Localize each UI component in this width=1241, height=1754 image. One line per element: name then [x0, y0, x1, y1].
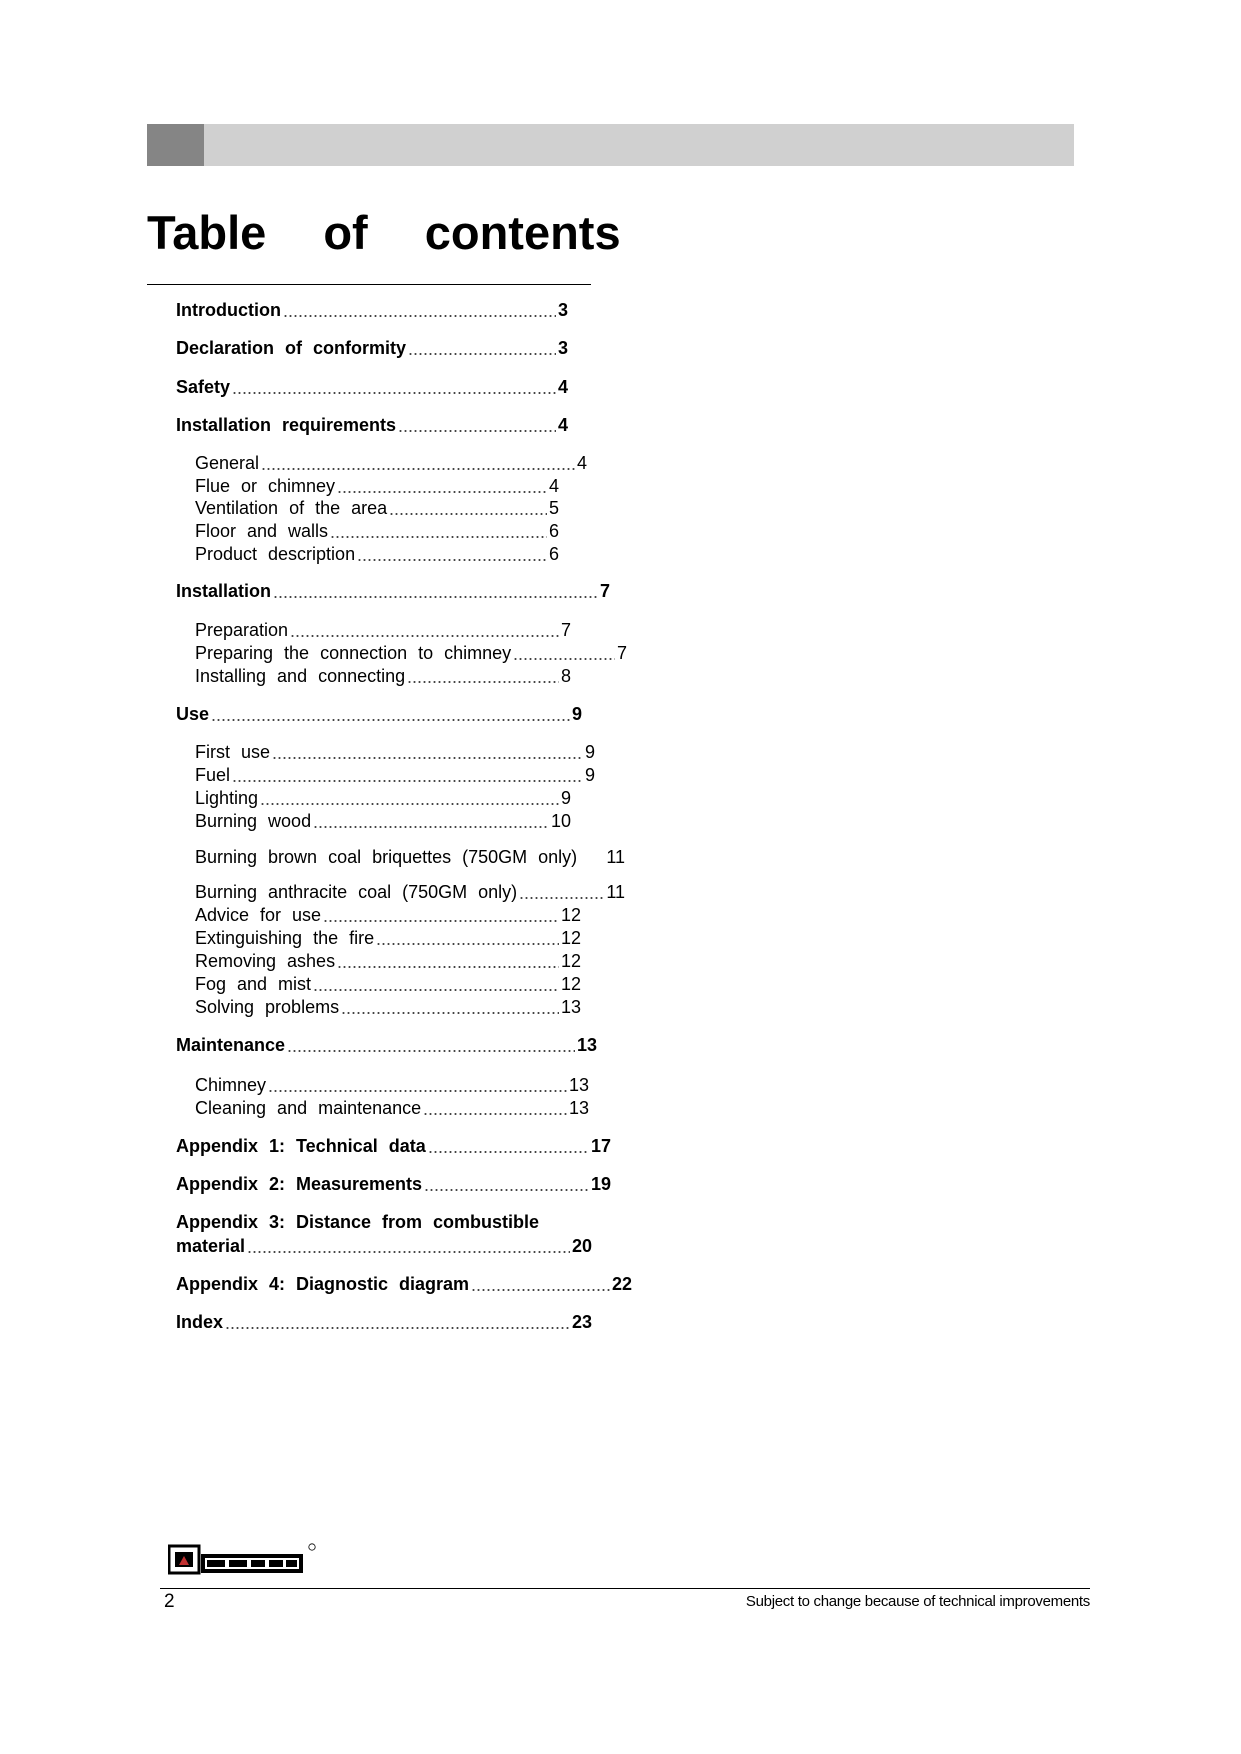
toc-entry-page: 11	[606, 847, 625, 867]
toc-entry-label: Fuel	[195, 765, 231, 785]
toc-subentry	[195, 473, 559, 497]
toc-subentry	[195, 1095, 589, 1119]
toc-entry-page: 19	[590, 1174, 611, 1194]
toc-entry-label: Removing ashes	[195, 951, 336, 971]
dot-leader	[337, 490, 547, 494]
toc-entry	[176, 1032, 597, 1056]
toc-entry-label: Solving problems	[195, 997, 340, 1017]
dot-leader	[313, 988, 559, 992]
toc-entry-page: 9	[584, 765, 595, 785]
toc-entry-label: Installation	[176, 581, 272, 601]
dot-leader	[283, 314, 556, 318]
toc-entry-page: 12	[560, 928, 581, 948]
toc-entry-page: 9	[571, 704, 582, 724]
dot-leader	[519, 896, 604, 900]
toc-entry	[176, 578, 610, 602]
toc-entry-page: 9	[560, 788, 571, 808]
toc-entry-page: 12	[560, 974, 581, 994]
toc-entry-label: Preparing the connection to chimney	[195, 643, 512, 663]
toc-entry-label: Chimney	[195, 1075, 267, 1095]
dot-leader	[261, 467, 575, 471]
toc-entry	[176, 1209, 581, 1233]
toc-entry-page: 11	[606, 882, 625, 902]
toc-subentry	[195, 762, 595, 786]
toc-entry-page: 7	[599, 581, 610, 601]
toc-entry-page: 7	[616, 643, 627, 663]
toc-entry-label: Fog and mist	[195, 974, 312, 994]
toc-entry-page: 3	[557, 338, 568, 358]
footer-rule	[160, 1588, 1090, 1589]
toc-entry-label: Introduction	[176, 300, 281, 320]
toc-subentry	[195, 948, 581, 972]
toc-entry-label: Maintenance	[176, 1035, 286, 1055]
toc-entry-page: 8	[560, 666, 571, 686]
toc-entry	[176, 1233, 592, 1257]
toc-entry-label: Installing and connecting	[195, 666, 406, 686]
dot-leader	[211, 718, 570, 722]
toc-entry-page: 13	[576, 1035, 597, 1055]
dot-leader	[287, 1049, 575, 1053]
toc-entry-label: Flue or chimney	[195, 476, 336, 496]
dot-leader	[341, 1011, 559, 1015]
dot-leader	[232, 779, 583, 783]
toc-entry	[176, 1271, 632, 1295]
toc-subentry	[195, 663, 571, 687]
page-number: 2	[164, 1591, 175, 1612]
toc-subentry	[195, 739, 595, 763]
toc-entry-label: First use	[195, 742, 271, 762]
toc-entry-label: Extinguishing the fire	[195, 928, 375, 948]
toc-entry-label: Declaration of conformity	[176, 338, 407, 358]
header-block	[147, 124, 204, 166]
toc-entry-label: Cleaning and maintenance	[195, 1098, 422, 1118]
toc-entry	[176, 1171, 611, 1195]
toc-entry-page: 4	[548, 476, 559, 496]
dot-leader	[313, 825, 549, 829]
dot-leader	[471, 1288, 610, 1292]
toc-subentry	[195, 879, 625, 903]
toc-entry-label: Burning wood	[195, 811, 312, 831]
toc-entry	[176, 1309, 592, 1333]
dot-leader	[337, 965, 559, 969]
dot-leader	[513, 657, 615, 661]
toc-entry-page: 12	[560, 905, 581, 925]
toc-entry-page: 22	[611, 1274, 632, 1294]
dot-leader	[232, 391, 556, 395]
dot-leader	[407, 680, 559, 684]
toc-entry-label: Appendix 1: Technical data	[176, 1136, 426, 1156]
dot-leader	[428, 1150, 589, 1154]
toc-entry-label: Appendix 2: Measurements	[176, 1174, 423, 1194]
toc-entry-page: 9	[584, 742, 595, 762]
toc-entry-label: Safety	[176, 377, 231, 397]
toc-entry	[176, 412, 568, 436]
toc-entry-label: Use	[176, 704, 210, 724]
toc-entry-label: Product description	[195, 544, 356, 564]
page-title: Table of contents	[147, 206, 621, 259]
toc-subentry	[195, 785, 571, 809]
toc-entry-page: 12	[560, 951, 581, 971]
toc-entry-page: 17	[590, 1136, 611, 1156]
dot-leader	[424, 1188, 589, 1192]
title-rule	[147, 284, 591, 285]
dot-leader	[247, 1250, 570, 1254]
toc-entry-label: Lighting	[195, 788, 259, 808]
toc-subentry	[195, 450, 587, 474]
toc-entry-page: 3	[557, 300, 568, 320]
toc-entry-page: 7	[560, 620, 571, 640]
toc-subentry	[195, 971, 581, 995]
toc-entry-label: Floor and walls	[195, 521, 329, 541]
toc-subentry	[195, 640, 627, 664]
toc-subentry	[195, 925, 581, 949]
toc-entry-page: 4	[557, 415, 568, 435]
toc-entry-label: General	[195, 453, 260, 473]
toc-subentry	[195, 1072, 589, 1096]
toc-entry-page: 13	[568, 1098, 589, 1118]
dovre-logo	[168, 1543, 318, 1577]
dot-leader	[398, 429, 556, 433]
toc-entry	[176, 297, 568, 321]
toc-subentry	[195, 518, 559, 542]
toc-entry-page: 5	[548, 498, 559, 518]
toc-entry-page: 13	[568, 1075, 589, 1095]
toc-entry-label: material	[176, 1236, 246, 1256]
toc-subentry	[195, 902, 581, 926]
toc-entry-label: Preparation	[195, 620, 289, 640]
dot-leader	[260, 802, 559, 806]
dot-leader	[272, 756, 583, 760]
dot-leader	[323, 919, 559, 923]
dot-leader	[408, 352, 556, 356]
toc-entry-page: 4	[576, 453, 587, 473]
footer-note: Subject to change because of technical improvements	[745, 1593, 1090, 1610]
toc-entry-page: 13	[560, 997, 581, 1017]
toc-entry	[176, 701, 582, 725]
toc-entry-page: 4	[557, 377, 568, 397]
toc-entry-label: Installation requirements	[176, 415, 397, 435]
toc-entry-page: 10	[550, 811, 571, 831]
toc-entry	[176, 374, 568, 398]
toc-subentry	[195, 495, 559, 519]
header-bar	[147, 124, 1074, 166]
toc-entry-label: Appendix 4: Diagnostic diagram	[176, 1274, 470, 1294]
toc-entry-label: Appendix 3: Distance from combustible	[176, 1212, 540, 1232]
dot-leader	[357, 558, 547, 562]
toc-subentry	[195, 617, 571, 641]
toc-entry-label: Burning anthracite coal (750GM only)	[195, 882, 518, 902]
toc-subentry	[195, 994, 581, 1018]
dot-leader	[423, 1112, 567, 1116]
toc-entry-page: 23	[571, 1312, 592, 1332]
toc-subentry	[195, 808, 571, 832]
toc-entry-label: Index	[176, 1312, 224, 1332]
toc-entry-page: 20	[571, 1236, 592, 1256]
dot-leader	[290, 634, 559, 638]
toc-entry-label: Burning brown coal briquettes (750GM only)	[195, 847, 578, 867]
toc-entry-page: 6	[548, 521, 559, 541]
toc-entry-label: Advice for use	[195, 905, 322, 925]
dot-leader	[225, 1326, 570, 1330]
dot-leader	[389, 512, 547, 516]
toc-subentry	[195, 844, 625, 868]
dot-leader	[330, 535, 547, 539]
dot-leader	[268, 1089, 567, 1093]
toc-entry-page: 6	[548, 544, 559, 564]
toc-entry-label: Ventilation of the area	[195, 498, 388, 518]
toc-entry	[176, 335, 568, 359]
toc-subentry	[195, 541, 559, 565]
toc-entry	[176, 1133, 611, 1157]
dot-leader	[376, 942, 559, 946]
dot-leader	[273, 595, 598, 599]
